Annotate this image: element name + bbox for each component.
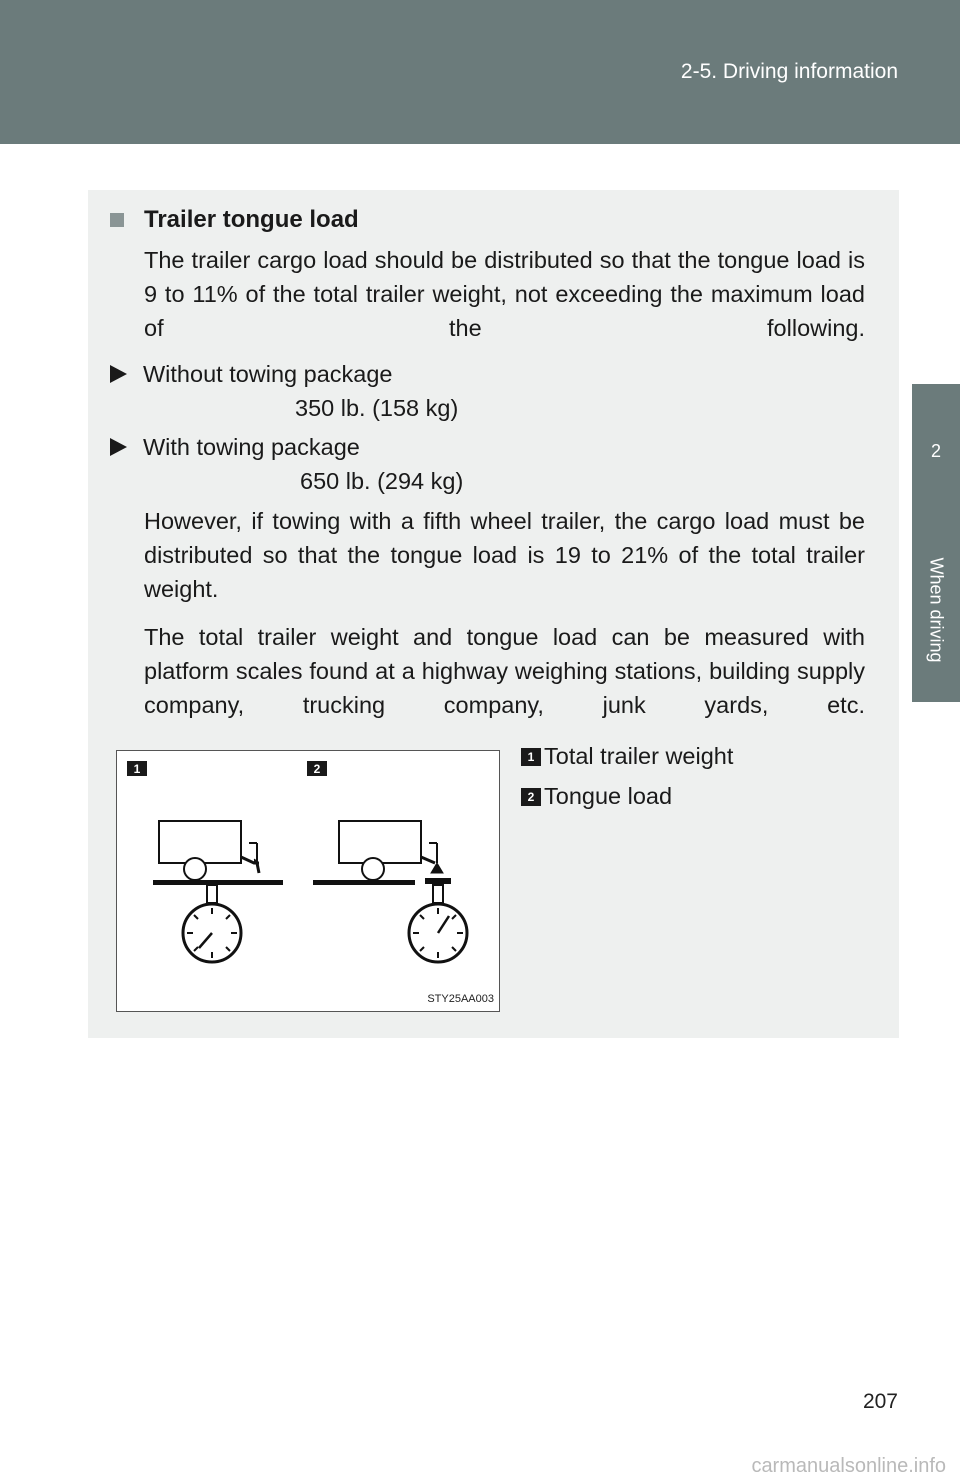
legend-label: Tongue load: [544, 783, 673, 809]
triangle-arrow-icon: [110, 365, 127, 383]
legend-item-2: [521, 783, 672, 810]
list-item-value: 650 lb. (294 kg): [300, 468, 464, 494]
chapter-tab-label[interactable]: [912, 518, 960, 702]
legend-number-badge: 2: [521, 788, 541, 806]
list-item-label: Without towing package: [143, 361, 393, 387]
measurement-paragraph: The total trailer weight and tongue load can be measured with platform scales found at a highway weighing stations, building supply company, trucking company, junk yards, etc.: [144, 624, 865, 718]
figure-code: STY25AA003: [427, 993, 494, 1005]
chapter-tab-number[interactable]: 2: [912, 384, 960, 518]
right-scale: [409, 885, 467, 962]
list-item-with-package: [110, 430, 360, 464]
intro-paragraph: The trailer cargo load should be distributed so that the tongue load is 9 to 11% of the total trailer weight, not exceeding the maximum load of the following.: [144, 247, 865, 341]
trailer-scales-illustration: [117, 751, 499, 1011]
section-breadcrumb: 2-5. Driving information: [680, 60, 898, 83]
legend-item-1: [521, 743, 733, 770]
list-item-value: 350 lb. (158 kg): [295, 395, 459, 421]
section-title: Trailer tongue load: [144, 206, 359, 233]
page-number: 207: [862, 1390, 898, 1413]
page-header: [0, 0, 960, 144]
triangle-arrow-icon: [110, 438, 127, 456]
svg-text:1: 1: [133, 762, 141, 776]
figure-badge-2: [307, 761, 327, 776]
section-heading: [110, 206, 359, 234]
fifth-wheel-paragraph: However, if towing with a fifth wheel trailer, the cargo load must be distributed so that the tongue load is 19 to 21% of the total trailer weight.: [144, 508, 865, 602]
chapter-tab-text: When driving: [926, 557, 947, 663]
list-item-without-package: [110, 357, 393, 391]
right-trailer: [339, 821, 443, 880]
list-item-label: With towing package: [143, 434, 360, 460]
figure-badge-1: [127, 761, 147, 776]
right-ground: [313, 880, 415, 885]
right-platform: [425, 878, 451, 884]
content-panel: [88, 190, 899, 1038]
svg-text:2: 2: [313, 762, 321, 776]
left-trailer: [159, 821, 259, 880]
legend-number-badge: 1: [521, 748, 541, 766]
left-scale: [183, 885, 241, 962]
watermark: carmanualsonline.info: [751, 1455, 946, 1477]
legend-label: Total trailer weight: [544, 743, 734, 769]
tongue-load-figure: [116, 750, 500, 1012]
square-bullet-icon: [110, 213, 124, 227]
